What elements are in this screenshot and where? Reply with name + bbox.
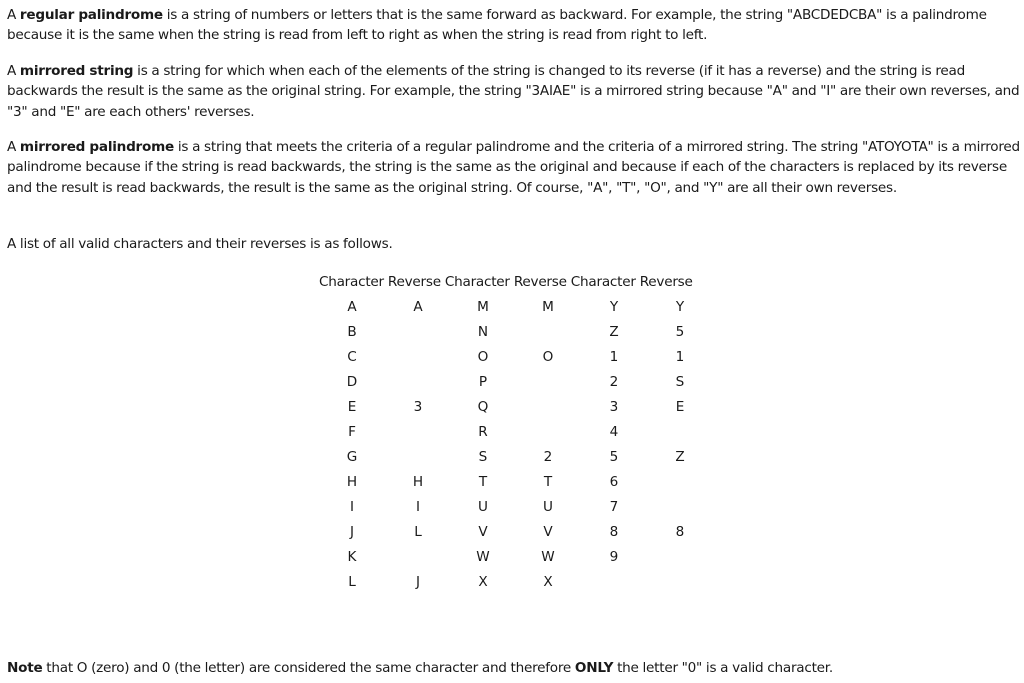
table-cell: J [415, 574, 420, 590]
table-cell [660, 572, 700, 597]
table-cell: V [478, 524, 488, 540]
table-cell: V [543, 524, 553, 540]
table-cell: Z [675, 449, 685, 465]
table-cell: L [414, 524, 422, 540]
table-cell: S [675, 374, 685, 390]
note-emphasis: ONLY [574, 660, 614, 676]
table-cell: T [478, 474, 488, 490]
table-cell: H [412, 474, 424, 490]
table-cell: 3 [413, 399, 423, 415]
table-cell: 5 [609, 449, 619, 465]
table-cell: E [347, 399, 357, 415]
note-text-after: the letter "0" is a valid character. [613, 660, 833, 676]
table-cell: F [348, 424, 356, 440]
table-cell: E [675, 399, 685, 415]
table-cell [528, 422, 568, 447]
table-cell: G [346, 449, 358, 465]
table-cell: B [347, 324, 357, 340]
mirrored-string-paragraph [7, 61, 1021, 122]
regular-palindrome-paragraph [7, 5, 1021, 46]
mirrored-lead: A [7, 63, 20, 79]
table-column-character-1 [332, 297, 372, 597]
mirrored-palindrome-term: mirrored palindrome [19, 139, 174, 155]
table-cell [528, 372, 568, 397]
table-cell: 6 [609, 474, 619, 490]
table-cell: J [349, 524, 354, 540]
regular-palindrome-text: is a string of numbers or letters that is the same forward as backward. For example, the string "ABCDEDCBA" is a palindrome because it is the same when the string is read from left to right as when the string is read from right to left. [7, 7, 987, 44]
table-cell: Z [609, 324, 619, 340]
table-column-character-3 [594, 297, 634, 597]
table-cell [528, 322, 568, 347]
table-cell: 8 [675, 524, 685, 540]
table-cell: I [349, 499, 354, 515]
table-cell: N [477, 324, 489, 340]
table-cell: A [413, 299, 423, 315]
regular-lead: A [7, 7, 20, 23]
table-cell: 1 [609, 349, 619, 365]
table-cell [660, 422, 700, 447]
table-cell: R [478, 424, 488, 440]
table-cell: 4 [609, 424, 619, 440]
note-term: Note [7, 660, 43, 676]
table-cell: C [347, 349, 357, 365]
mirrored-string-text: is a string for which when each of the elements of the string is changed to its reverse (if it has a reverse) and the string is read backwards the result is the same as the original string. For example, the string "3AIAE" is a mirrored string because "A" and "I" are their own reverses, and "3" and "E" are each others' reverses. [7, 63, 1020, 120]
table-cell [398, 547, 438, 572]
table-cell: D [346, 374, 358, 390]
table-cell: O [542, 349, 554, 365]
table-cell: 8 [609, 524, 619, 540]
note-paragraph [7, 658, 1021, 678]
table-cell: U [478, 499, 488, 515]
table-cell [398, 322, 438, 347]
table-cell [660, 547, 700, 572]
table-cell: S [478, 449, 488, 465]
table-cell: 1 [675, 349, 685, 365]
table-cell: 5 [675, 324, 685, 340]
table-cell: Y [609, 299, 619, 315]
reverse-table-header: Character Reverse Character Reverse Character Reverse [319, 274, 693, 290]
table-cell: W [476, 549, 490, 565]
table-cell: Y [675, 299, 685, 315]
mirrored-palindrome-paragraph [7, 137, 1021, 198]
regular-palindrome-term: regular palindrome [19, 7, 163, 23]
table-column-reverse-2 [528, 297, 568, 597]
table-cell: M [477, 299, 489, 315]
table-cell: 9 [609, 549, 619, 565]
table-cell: 2 [543, 449, 553, 465]
table-cell: X [478, 574, 488, 590]
note-text-before: that O (zero) and 0 (the letter) are considered the same character and therefore [42, 660, 575, 676]
table-cell: I [415, 499, 420, 515]
table-cell: U [543, 499, 553, 515]
table-column-character-2 [463, 297, 503, 597]
table-cell [398, 422, 438, 447]
table-cell: A [347, 299, 357, 315]
table-cell: O [477, 349, 489, 365]
table-cell [594, 572, 634, 597]
table-cell: X [543, 574, 553, 590]
table-cell: M [542, 299, 554, 315]
table-column-reverse-3 [660, 297, 700, 597]
table-cell: 2 [609, 374, 619, 390]
table-cell: 3 [609, 399, 619, 415]
table-cell: K [347, 549, 357, 565]
table-cell: P [478, 374, 488, 390]
table-cell [398, 347, 438, 372]
table-cell [528, 397, 568, 422]
table-cell [660, 497, 700, 522]
table-cell [660, 472, 700, 497]
table-cell: 7 [609, 499, 619, 515]
table-cell [398, 447, 438, 472]
table-cell: Q [477, 399, 489, 415]
table-column-reverse-1 [398, 297, 438, 597]
mirrored-palindrome-text: is a string that meets the criteria of a regular palindrome and the criteria of a mirrored string. The string "ATOYOTA" is a mirrored palindrome because if the string is read backwards, the string is the same as the original and because if each of the characters is replaced by its reverse and the result is read backwards, the result is the same as the original string. Of course, "A", "T", "O", and "Y" are all their own reverses. [7, 139, 1020, 196]
table-cell [398, 372, 438, 397]
table-cell: T [543, 474, 553, 490]
table-cell: W [541, 549, 555, 565]
mirrored-palindrome-lead: A [7, 139, 20, 155]
list-intro-paragraph: A list of all valid characters and their reverses is as follows. [7, 236, 393, 252]
mirrored-string-term: mirrored string [19, 63, 134, 79]
table-cell: L [348, 574, 356, 590]
table-cell: H [346, 474, 358, 490]
